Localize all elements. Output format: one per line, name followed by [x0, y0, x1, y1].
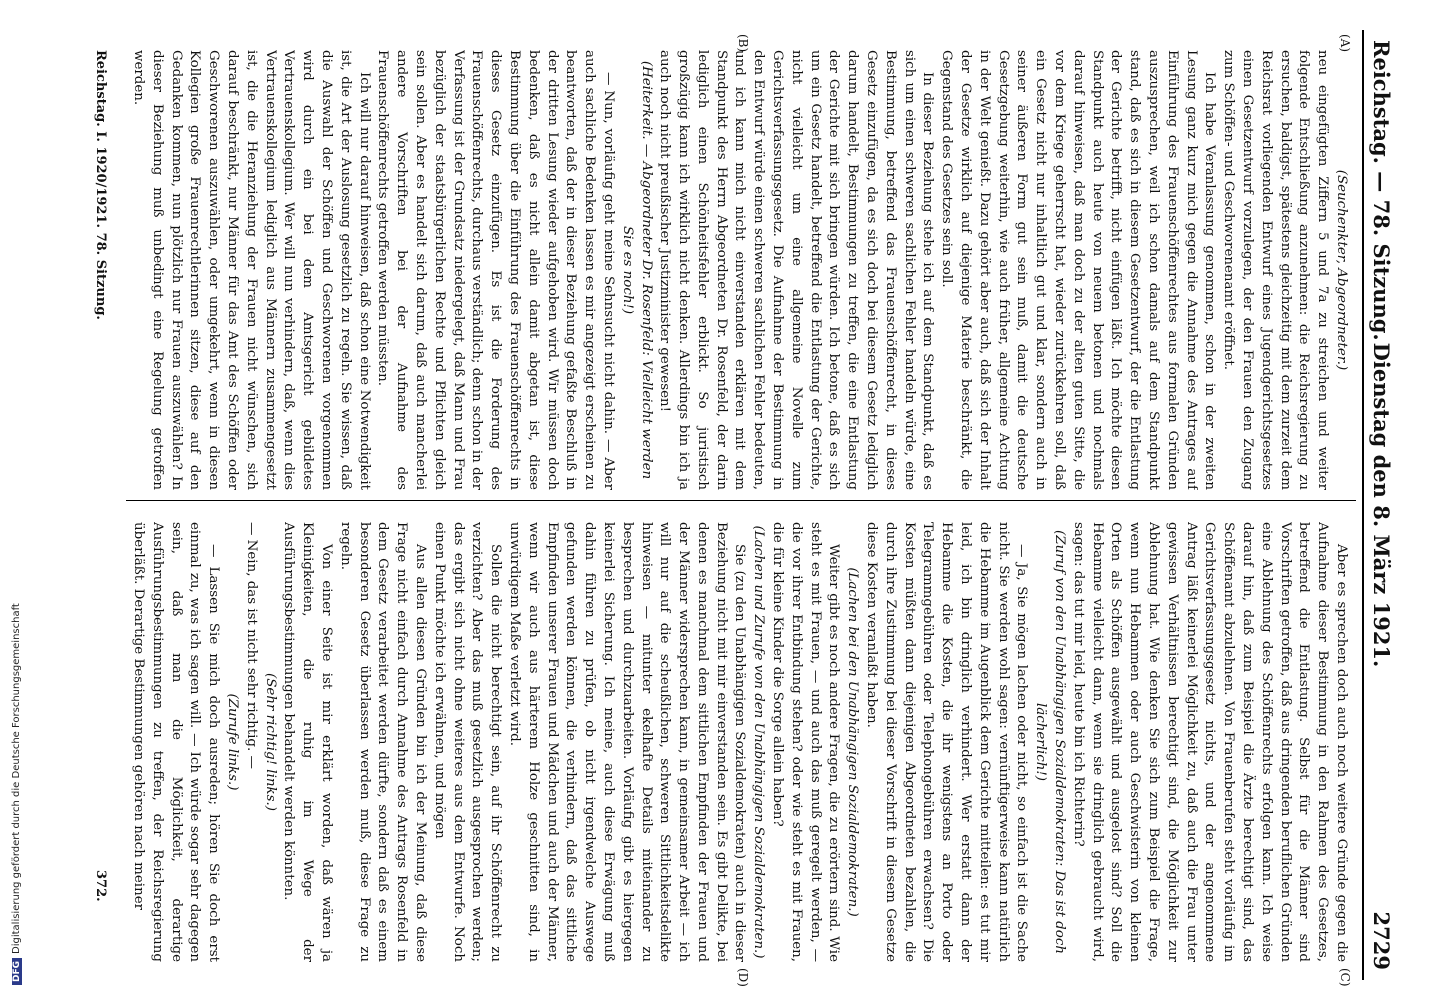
paragraph: Weiter gibt es noch andere Fragen, die zu erörtern sind. Wie steht es mit Frauen, — und auch das muß geregelt werden, — die vor ihrer Entbindung stehen? oder wie steht es mit Frauen, die für kleine Kinder die Sorge allein haben? [770, 522, 842, 962]
header-page-number: 2729 [1369, 911, 1394, 970]
paragraph: (Lachen und Zurufe von den Unabhängigen Sozialdemokraten.) [751, 525, 767, 959]
paragraph: (Seuchenkter, Abgeordneter.) [1334, 169, 1349, 371]
left-text-column [130, 50, 1350, 490]
margin-marker-a: (A) [1338, 34, 1352, 53]
paragraph: Sie (zu den Unabhängigen Sozialdemokraten) auch in dieser Beziehung nicht mit mir einverstanden sein. Es gibt Delikte, bei denen es manchmal dem sittlichen Empfinden der Frauen und der Männer widersprechen kann, in gemeinsamer Arbeit — ich will nur auf die scheußlichen, schweren Sittlichkeitsdelikte hinweisen — mitunter ekelhafte Details miteinander zu besprechen und durchzuarbeiten. Vorläufig gibt es hiergegen keinerlei Sicherung. Ich meine, auch diese Erwägung muß dahin führen zu prüfen, ob nicht irgendwelche Auswege gefunden werden können, die verhindern, daß das sittliche Empfinden unserer Frauen und Mädchen und auch der Männer, wenn wir auch aus härterem Holze geschnitten sind, in unwürdigem Maße verletzt wird. [506, 522, 748, 962]
paragraph: Ich will nur darauf hinweisen, daß schon eine Notwendigkeit ist, die Art der Auslosung gesetzlich zu regeln. Sie wissen, daß die Auswahl der Schöffen und Geschworenen vorgenommen wird durch ein bei dem Amtsgericht gebildetes Vertrauenskollegium. Wer will nun verhindern, daß, wenn dies Vertrauenskollegium lediglich aus Männern zusammengesetzt ist, die die Heranziehung der Frauen nicht wünschen, sich darauf beschränkt, nur Männer für das Amt des Schöffen oder Geschworenen auszuwählen, oder umgekehrt, wenn in diesen Kollegien große Frauenrechtlerinnen sitzen, diese auf den Gedanken kommen, nun plötzlich nur Frauen auszuwählen? In dieser Beziehung muß unbedingt eine Regelung getroffen werden. [131, 50, 372, 490]
paragraph: Aus allen diesen Gründen bin ich der Meinung, daß diese Frage nicht einfach durch Annahme des Antrags Rosenfeld in dem Gesetz verarbeitet werden dürfte, sondern daß es einem besonderen Gesetz überlassen werden muß, diese Frage zu regeln. [337, 522, 428, 962]
digitization-footer [0, 0, 22, 1000]
paragraph: — Ja, Sie mögen lachen oder nicht, so einfach ist die Sache nicht. Sie werden wohl sagen: vernünftigerweise kann natürlich die Hebamme im Augenblick dem Gerichte mitteilen: es tut mir leid, ich bin dringlich verhindert. Wer erstatt dann der Hebamme die Kosten, die ihr wenigstens an Porto oder Telegrammgebühren oder Telephongebühren erwachsen? Die Kosten müßten dann diejenigen Abgeordneten bezahlen, die durch ihre Zustimmung bei dieser Vorschrift in diesem Gesetze diese Kosten veranlaßt haben. [864, 522, 1030, 962]
header-session-title: Reichstag. — 78. Sitzung. [1369, 40, 1394, 341]
margin-marker-c: (C) [1338, 968, 1352, 987]
paragraph: (Zurufe links.) [224, 693, 240, 791]
footer-credit-text: Digitalisierung gefördert durch die Deutsche Forschungsgemeinschaft [11, 603, 22, 954]
paragraph: neu eingefügten Ziffern 5 und 7a zu streichen und weiter folgende Entschließung anzunehmen: die Reichsregierung zu ersuchen, baldigst, spätestens gleichzeitig mit dem zurzeit dem Reichsrat vorliegenden Entwurf eines Jugendgerichtsgesetzes einen Gesetzentwurf vorzulegen, der den Frauen den Zugang zum Schöffen- und Geschworenenamt eröffnet. [1221, 50, 1331, 490]
paragraph: — Nein, das ist nicht sehr richtig. — [243, 522, 259, 769]
paragraph: (Lachen bei den Unabhängigen Sozialdemokraten.) [845, 567, 861, 917]
right-text-column [130, 522, 1350, 962]
paragraph: — Lassen Sie mich doch ausreden; hören Sie doch erst einmal zu, was ich sagen will. — Ich würde sogar sehr dagegen sein, daß man die Möglichkeit, derartige Ausführungsbestimmungen zu treffen, der Reichsregierung überläßt. Derartige Bestimmungen gehören nach meiner [131, 522, 222, 962]
paragraph: In dieser Beziehung stehe ich auf dem Standpunkt, daß es sich um einen schweren sachlichen Fehler handeln würde, eine Bestimmung, betreffend das Frauenschöffenrecht, in dieses Gesetz einzufügen, da es sich doch bei diesem Gesetz lediglich darum handelt, Bestimmungen zu treffen, die eine Entlastung der Gerichte mit sich bringen würden. Ich betone, daß es sich um ein Gesetz handelt, betreffend die Entlastung der Gerichte, nicht vielleicht um eine allgemeine Novelle zum Gerichtsverfassungsgesetz. Die Aufnahme der Bestimmung in den Entwurf würde einen schweren sachlichen Fehler bedeuten, und ich kann mich nicht einverstanden erklären mit dem Standpunkt des Herrn Abgeordneten Dr. Rosenfeld, der darin lediglich einen Schönheitsfehler erblickt. So juristisch großzügig kann ich wirklich nicht denken. Allerdings bin ich ja auch noch nicht preußischer Justizminister gewesen! [657, 50, 936, 490]
scanned-page [60, 30, 1400, 987]
paragraph: (Heiterkeit. — Abgeordneter Dr. Rosenfeld: Vielleicht werden Sie es noch!) [619, 60, 654, 480]
footline-sheet-number: 372. [93, 870, 108, 902]
rotated-page-content [60, 30, 1400, 987]
header-date: Dienstag den 8. März 1921. [1369, 342, 1394, 668]
page-header [1362, 30, 1400, 980]
margin-marker-d: (D) [736, 968, 750, 987]
column-divider [126, 500, 1356, 501]
paragraph: (Zuruf von den Unabhängigen Sozialdemokraten: Das ist doch lächerlich!) [1033, 530, 1068, 954]
paragraph: — Nun, vorläufig geht meine Sehnsucht nicht dahin. — Aber auch sachliche Bedenken lassen es mir angezeigt erscheinen zu beantworten, daß der in dieser Beziehung gefaßte Beschluß in der dritten Lesung wieder aufgehoben wird. Wir müssen doch bedenken, daß es nicht allein damit abgetan ist, diese Bestimmung über die Einführung des Frauenschöffenrechts in dieses Gesetz einzufügen. Es ist die Forderung des Frauenschöffenrechts, durchaus verständlich; denn schon in der Verfassung ist der Grundsatz niedergelegt, daß Mann und Frau bezüglich der staatsbürgerlichen Rechte und Pflichten gleich sein sollen. Aber es handelt sich darum, daß auch mancherlei andere Vorschriften bei der Aufnahme des Frauenschöffenrechts getroffen werden müssten. [375, 50, 616, 490]
paragraph: (Sehr richtig! links.) [262, 673, 278, 811]
paragraph: Aber es sprechen doch auch noch weitere Gründe gegen die Aufnahme dieser Bestimmung in den Rahmen des Gesetzes, betreffend die Entlastung. Selbst für die Männer sind Vorschriften getroffen, daß aus dringenden beruflichen Gründen eine Ablehnung des Schöffenrechts erfolgen kann. Ich weise darauf hin, daß zum Beispiel die Ärzte berechtigt sind, das Schöffenamt abzulehnen. Von Frauenberufen steht vorläufig im Gerichtsverfassungsgesetz nichts, und der angenommene Antrag läßt keinerlei Möglichkeit zu, daß auch die Frau unter gewissen Verhältnissen berechtigt sind, die Möglichkeit zur Ablehnung hat. Wie denken Sie sich zum Beispiel die Frage, wenn nun Hebammen oder auch Geschwisterin von kleinen Orten als Schöffen ausgewählt und ausgelost sind? Soll die Hebamme vielleicht dann, wenn sie dringlich gebraucht wird, sagen: das tut mir leid, heute bin ich Richterin? [1070, 522, 1349, 962]
margin-marker-b: (B) [736, 34, 750, 53]
paragraph: Sollen die nicht berechtigt sein, auf ihr Schöffenrecht zu verzichten? Aber das muß gesetzlich ausgesprochen werden; das ergibt sich nicht ohne weiteres aus dem Entwurfe. Noch einen Punkt möchte ich erwähnen, und mögen [431, 522, 504, 962]
paragraph: Ich habe Veranlassung genommen, schon in der zweiten Lesung ganz kurz mich gegen die Annahme des Antrages auf Einführung des Frauenschöffenrechtes aus formalen Gründen auszusprechen, weil ich schon damals auf dem Standpunkt stand, daß es sich in diesem Gesetzentwurf, der die Entlastung der Gerichte betrifft, nicht einfügen läßt. Ich möchte diesen Standpunkt auch heute von neuem betonen und nochmals darauf hinweisen, daß man doch zu der alten guten Sitte, die vor dem Kriege geherrscht hat, wieder zurückkehren soll, daß ein Gesetz nicht nur inhaltlich gut und klar, sondern auch in seiner äußeren Form gut sein muß, damit die deutsche Gesetzgebung weiterhin, wie auch früher, allgemeine Achtung in der Welt genießt. Dazu gehört aber auch, daß sich der Inhalt der Gesetze wirklich auf diejenige Materie beschränkt, die Gegenstand des Gesetzes sein soll. [939, 50, 1218, 490]
paragraph: Von einer Seite ist mir erklärt worden, daß wären ja Kleinigkeiten, die ruhig im Wege der Ausführungsbestimmungen behandelt werden könnten. [281, 522, 334, 962]
footline-reference: Reichstag. I. 1920/1921. 78. Sitzung. [93, 50, 108, 320]
dfg-logo: DFG [12, 958, 22, 985]
